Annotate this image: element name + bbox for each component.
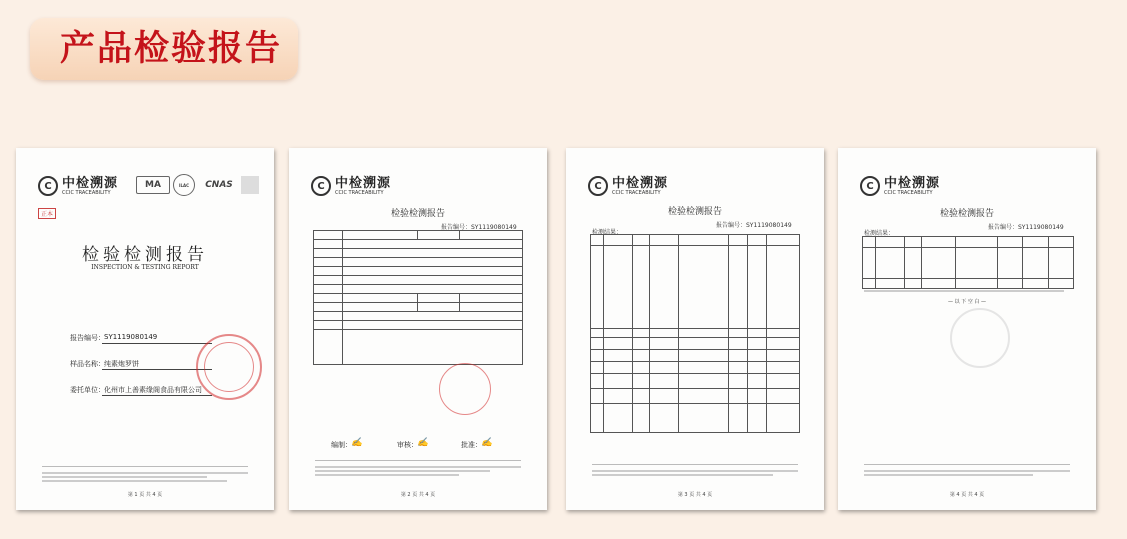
report-title: 检验检测报告 (667, 207, 722, 217)
watermark-icon (950, 308, 1010, 368)
ccic-logo-icon: C (588, 176, 608, 196)
results-section-label: 检测结果： (592, 229, 623, 236)
report-page-cover[interactable] (16, 148, 274, 510)
ccic-logo-icon: C (38, 176, 58, 196)
cnas-cert-badge: CNAS (205, 180, 233, 190)
brand-name-cn: 中检溯源 (612, 175, 669, 191)
signature-review: ✍ (417, 438, 429, 448)
report-title-en: INSPECTION & TESTING REPORT (91, 264, 199, 271)
report-number: 报告编号：SY1119080149 (716, 222, 792, 229)
brand-name-en: CCIC TRACEABILITY (612, 189, 661, 196)
footer-fine-print (592, 468, 798, 478)
sig-label-compile: 编制： (331, 441, 352, 449)
brand-name-en: CCIC TRACEABILITY (335, 189, 384, 196)
brand-name-en: CCIC TRACEABILITY (62, 189, 111, 196)
brand-name-en: CCIC TRACEABILITY (884, 189, 933, 196)
report-title: 检验检测报告 (390, 209, 445, 219)
report-no-label: 报告编号： (70, 334, 105, 342)
signature-compile: ✍ (351, 438, 363, 448)
sig-label-approve: 批准： (461, 441, 482, 449)
ilac-seal-icon: ILAC (173, 174, 195, 196)
footer-fine-print (315, 464, 521, 478)
brand-logo (38, 176, 118, 196)
sig-label-review: 审核： (397, 441, 418, 449)
page-number: 第 3 页 共 4 页 (677, 492, 713, 498)
page-number: 第 4 页 共 4 页 (949, 492, 985, 498)
original-stamp: 正本 (38, 208, 56, 219)
lab-seal-icon (439, 363, 491, 415)
results-section-label: 检测结果： (864, 230, 895, 237)
report-info-table (313, 230, 523, 365)
title-banner (30, 18, 298, 80)
report-title-cn: 检验检测报告 (82, 245, 208, 265)
results-table (862, 236, 1074, 289)
end-of-report-note: — 以 下 空 白 — (948, 299, 986, 305)
brand-name-cn: 中检溯源 (335, 175, 392, 191)
client-value: 化州市上善素缘阁食品有限公司 (104, 386, 202, 394)
client-label: 委托单位： (70, 386, 105, 394)
qr-code-icon (241, 176, 259, 194)
footer-fine-print (864, 468, 1070, 478)
page-number: 第 2 页 共 4 页 (400, 492, 436, 498)
report-number: 报告编号：SY1119080149 (988, 224, 1064, 231)
brand-logo (860, 176, 940, 196)
page-title: 产品检验报告 (60, 29, 283, 69)
page-number: 第 1 页 共 4 页 (127, 492, 163, 498)
sample-name-value: 纯素炮罗饼 (104, 360, 139, 368)
report-page-info[interactable] (289, 148, 547, 510)
sample-name-label: 样品名称： (70, 360, 105, 368)
report-title: 检验检测报告 (939, 209, 994, 219)
ccic-logo-icon: C (311, 176, 331, 196)
footer-fine-print (42, 470, 248, 484)
report-no-value: SY1119080149 (104, 333, 158, 341)
brand-logo (311, 176, 391, 196)
brand-logo (588, 176, 668, 196)
brand-name-cn: 中检溯源 (62, 175, 119, 191)
brand-name-cn: 中检溯源 (884, 175, 941, 191)
ccic-logo-icon: C (860, 176, 880, 196)
report-page-results-cont[interactable] (838, 148, 1096, 510)
signature-approve: ✍ (481, 438, 493, 448)
report-number: 报告编号：SY1119080149 (441, 224, 517, 231)
report-page-results[interactable] (566, 148, 824, 510)
cma-cert-badge: MA (136, 176, 170, 194)
results-table (590, 234, 800, 433)
